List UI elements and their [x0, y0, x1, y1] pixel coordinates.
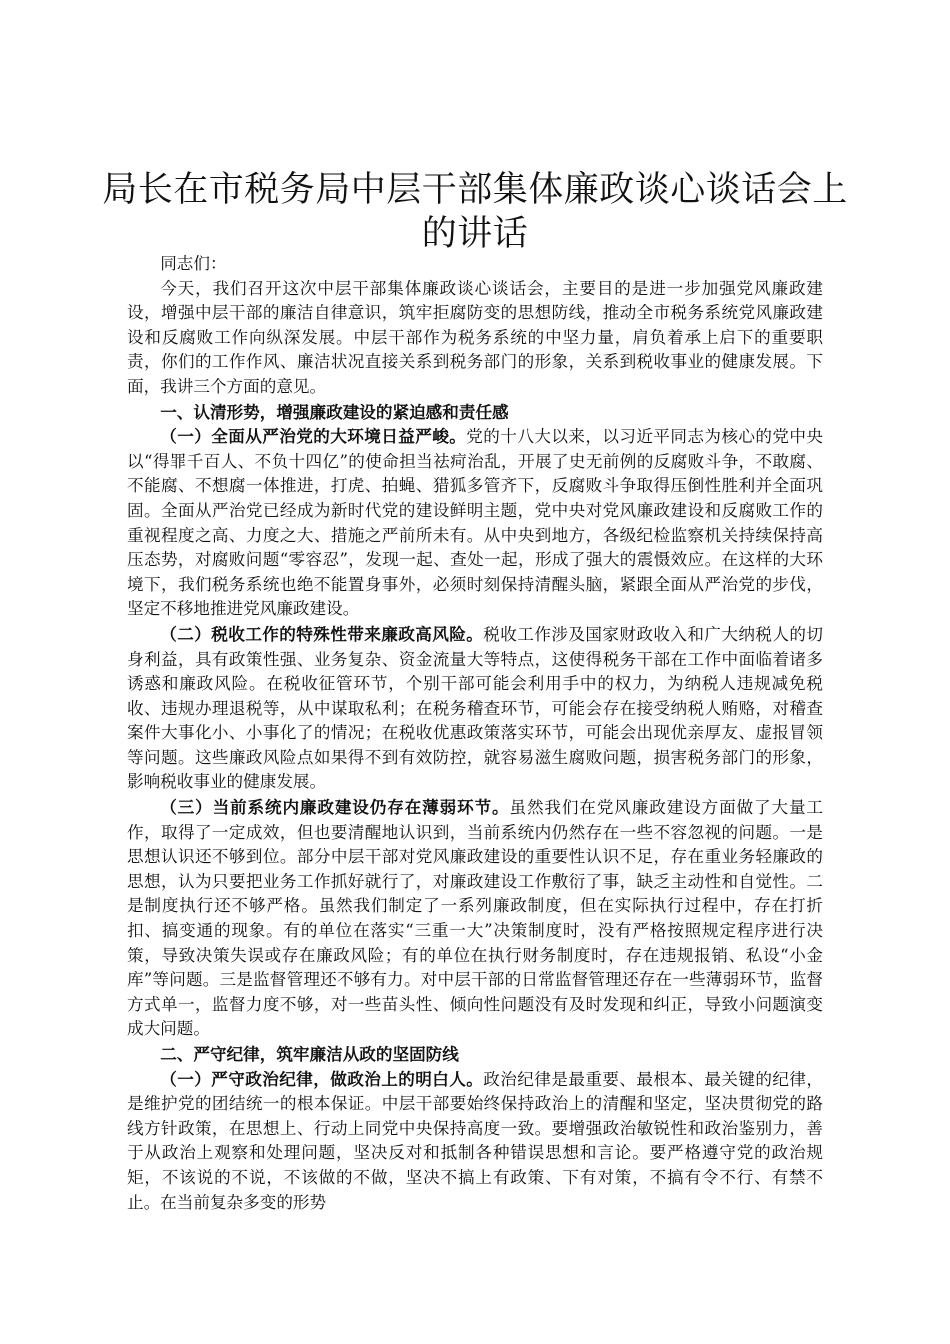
paragraph-lead: （三）当前系统内廉政建设仍存在薄弱环节。 — [160, 797, 510, 818]
paragraph-lead: （二）税收工作的特殊性带来廉政高风险。 — [160, 623, 484, 644]
paragraph-text: 税收工作涉及国家财政收入和广大纳税人的切身利益，具有政策性强、业务复杂、资金流量大等特点，这使得税务干部在工作中面临着诸多诱惑和廉政风险。在税收征管环节，个别干部可能会利用手中的权力，为纳税人违规减免税收、违规办理退税等，从中谋取私利；在税务稽查环节，可能会存在接受纳税人贿赂，对稽查案件大事化小、小事化了的情况；在税收优惠政策落实环节，可能会出现优亲厚友、虚报冒领等问题。这些廉政风险点如果得不到有效防控，就容易滋生腐败问题，损害税务部门的形象，影响税收事业的健康发展。 — [127, 624, 823, 792]
intro-paragraph: 今天，我们召开这次中层干部集体廉政谈心谈话会，主要目的是进一步加强党风廉政建设，增强中层干部的廉洁自律意识，筑牢拒腐防变的思想防线，推动全市税务系统党风廉政建设和反腐败工作向纵深发展。中层干部作为税务系统的中坚力量，肩负着承上启下的重要职责，你们的工作作风、廉洁状况直接关系到税务部门的形象，关系到税收事业的健康发展。下面，我讲三个方面的意见。 — [127, 278, 823, 396]
body-paragraph — [127, 795, 823, 1042]
body-paragraph — [127, 424, 823, 622]
paragraph-lead: （一）全面从严治党的大环境日益严峻。 — [160, 426, 467, 447]
document-body — [127, 252, 823, 1215]
section-heading: 二、严守纪律，筑牢廉洁从政的坚固防线 — [160, 1044, 459, 1064]
salutation: 同志们： — [160, 254, 227, 273]
body-paragraph — [127, 622, 823, 795]
section-heading: 一、认清形势，增强廉政建设的紧迫感和责任感 — [160, 401, 509, 422]
paragraph-text: 虽然我们在党风廉政建设方面做了大量工作，取得了一定成效，但也要清醒地认识到，当前系统内仍然存在一些不容忽视的问题。一是思想认识还不够到位。部分中层干部对党风廉政建设的重要性认识不足，存在重业务轻廉政的思想，认为只要把业务工作抓好就行了，对廉政建设工作敷衍了事，缺乏主动性和自觉性。二是制度执行还不够严格。虽然我们制定了一系列廉政制度，但在实际执行过程中，存在打折扣、搞变通的现象。有的单位在落实“三重一大”决策制度时，没有严格按照规定程序进行决策，导致决策失误或存在廉政风险；有的单位在执行财务制度时，存在违规报销、私设“小金库”等问题。三是监督管理还不够有力。对中层干部的日常监督管理还存在一些薄弱环节，监督方式单一，监督力度不够，对一些苗头性、倾向性问题没有及时发现和纠正，导致小问题演变成大问题。 — [127, 798, 824, 1039]
paragraph-text: 政治纪律是最重要、最根本、最关键的纪律，是维护党的团结统一的根本保证。中层干部要始终保持政治上的清醒和坚定，坚决贯彻党的路线方针政策，在思想上、行动上同党中央保持高度一致。要增强政治敏锐性和政治鉴别力，善于从政治上观察和处理问题，坚决反对和抵制各种错误思想和言论。要严格遵守党的政治规矩，不该说的不说，不该做的不做，坚决不搞上有政策、下有对策，不搞有令不行、有禁不止。在当前复杂多变的形势 — [127, 1069, 823, 1212]
body-paragraph — [127, 1067, 823, 1216]
paragraph-text: 党的十八大以来，以习近平同志为核心的党中央以“得罪千百人、不负十四亿”的使命担当祛疴治乱，开展了史无前例的反腐败斗争，不敢腐、不能腐、不想腐一体推进，打虎、拍蝇、猎狐多管齐下，反腐败斗争取得压倒性胜利并全面巩固。全面从严治党已经成为新时代党的建设鲜明主题，党中央对党风廉政建设和反腐败工作的重视程度之高、力度之大、措施之严前所未有。从中央到地方，各级纪检监察机关持续保持高压态势，对腐败问题“零容忍”，发现一起、查处一起，形成了强大的震慑效应。在这样的大环境下，我们税务系统也绝不能置身事外，必须时刻保持清醒头脑，紧跟全面从严治党的步伐，坚定不移地推进党风廉政建设。 — [127, 427, 824, 619]
document-title: 局长在市税务局中层干部集体廉政谈心谈话会上的讲话 — [102, 170, 848, 254]
paragraph-lead: （一）严守政治纪律，做政治上的明白人。 — [160, 1068, 484, 1089]
